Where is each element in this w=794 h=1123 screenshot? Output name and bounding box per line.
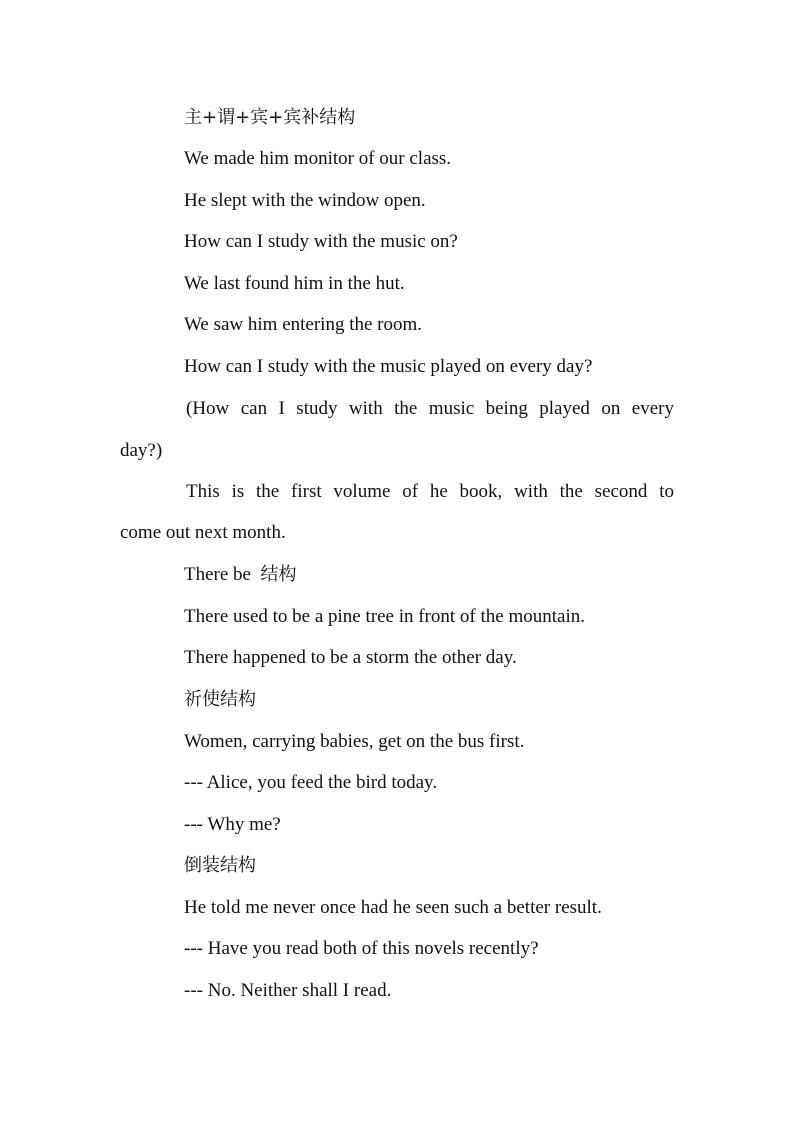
section-heading-imperative: 祈使结构 (184, 689, 256, 710)
example-sentence: How can I study with the music played on every day? (184, 356, 593, 377)
example-sentence-continuation: come out next month. (120, 522, 286, 543)
heading-english-part: There be (184, 564, 251, 585)
example-sentence-wrapped: This is the first volume of he book, with the second to (186, 481, 674, 502)
example-sentence: We saw him entering the room. (184, 314, 423, 335)
example-sentence: There happened to be a storm the other day. (184, 647, 517, 668)
section-heading-inversion: 倒装结构 (184, 855, 256, 876)
dialogue-line: --- Why me? (184, 814, 281, 835)
section-heading-object-complement: 主+谓+宾+宾补结构 (184, 107, 356, 128)
example-sentence: He told me never once had he seen such a better result. (184, 897, 602, 918)
example-sentence: We made him monitor of our class. (184, 148, 452, 169)
example-sentence: How can I study with the music on? (184, 231, 458, 252)
example-sentence-wrapped: (How can I study with the music being played on every (186, 398, 674, 419)
section-heading-there-be (184, 563, 296, 587)
example-sentence: He slept with the window open. (184, 190, 426, 211)
dialogue-line: --- Have you read both of this novels recently? (184, 938, 539, 959)
dialogue-line: --- No. Neither shall I read. (184, 980, 392, 1001)
example-sentence: Women, carrying babies, get on the bus first. (184, 731, 525, 752)
dialogue-line: --- Alice, you feed the bird today. (184, 772, 438, 793)
example-sentence: We last found him in the hut. (184, 273, 405, 294)
example-sentence: There used to be a pine tree in front of the mountain. (184, 606, 585, 627)
heading-chinese-part: 结构 (260, 564, 297, 585)
example-sentence-continuation: day?) (120, 440, 163, 461)
